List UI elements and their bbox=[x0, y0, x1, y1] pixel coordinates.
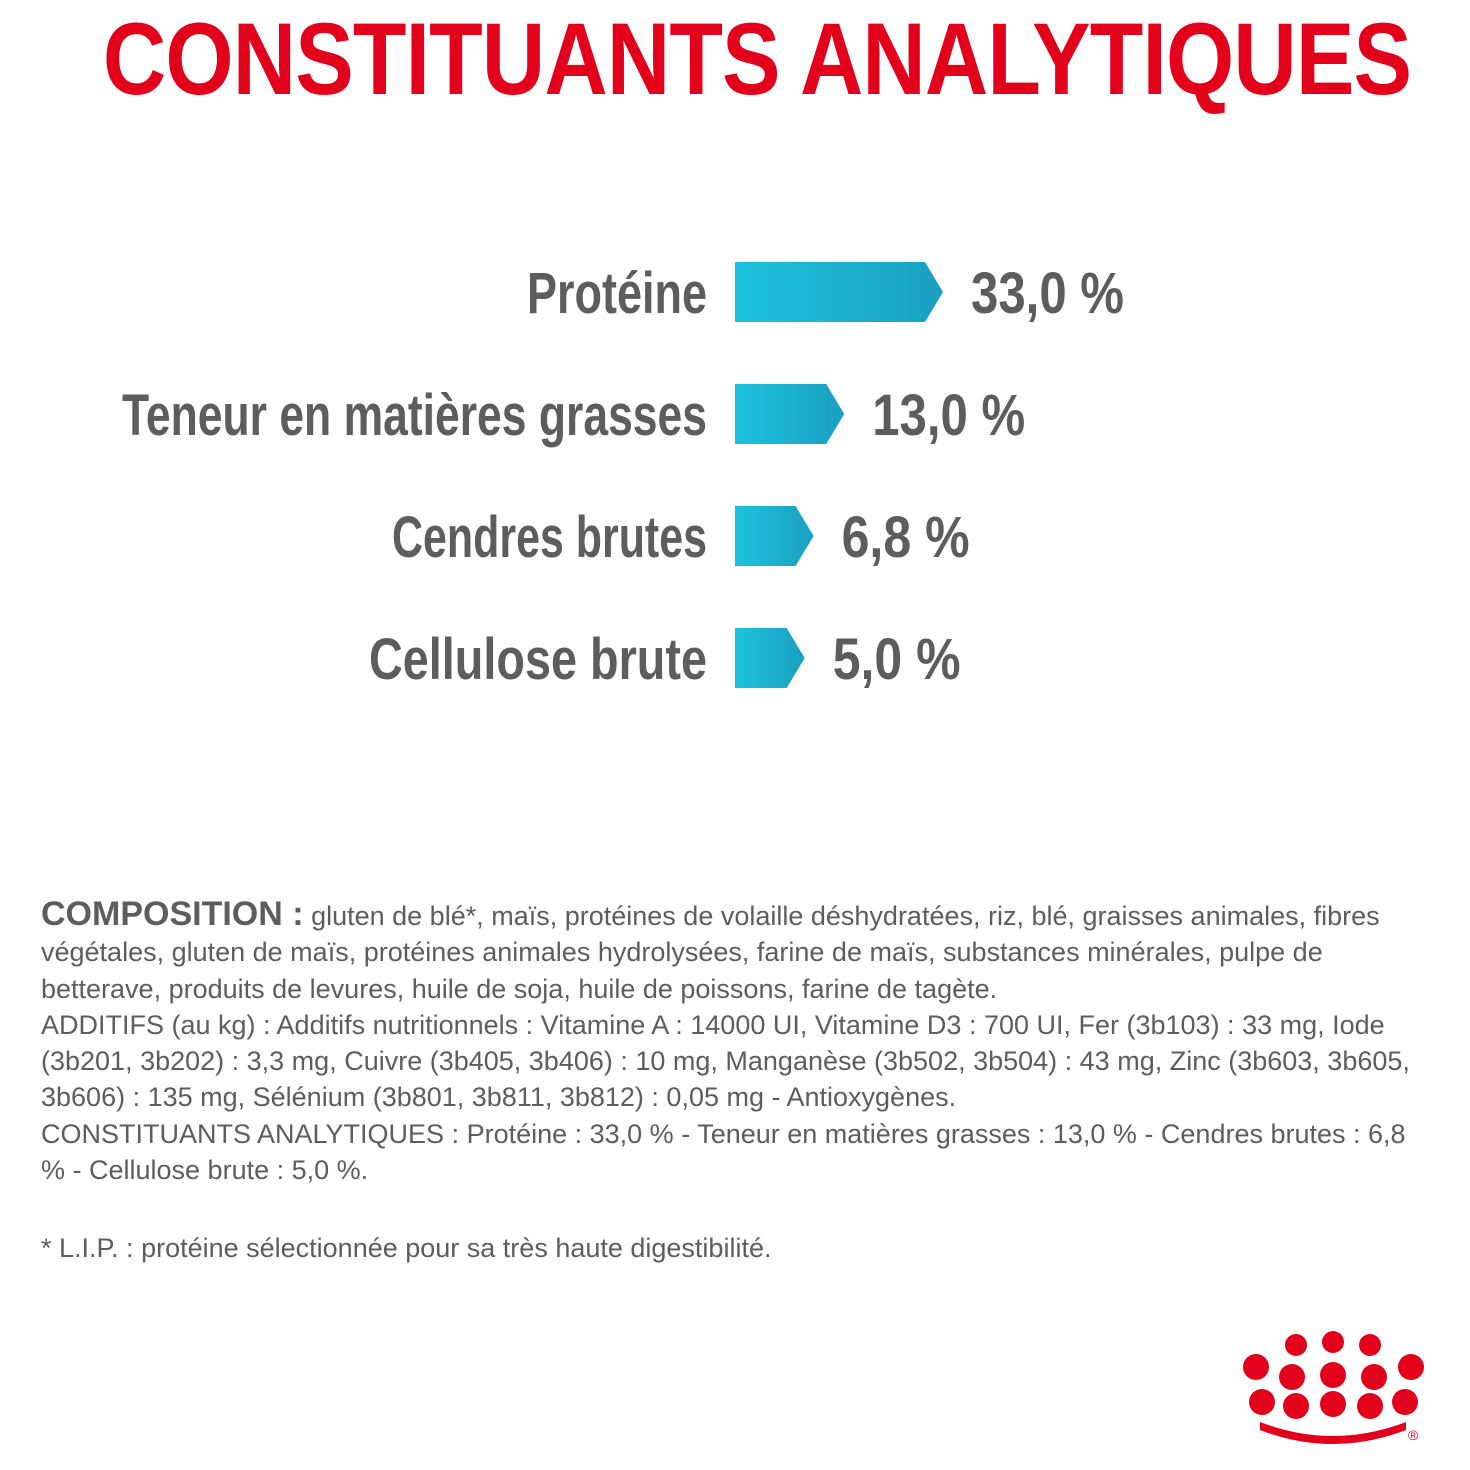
bar bbox=[735, 506, 814, 566]
bar-label: Cendres brutes bbox=[392, 505, 707, 570]
page-title: CONSTITUANTS ANALYTIQUES bbox=[102, 2, 1412, 116]
bar bbox=[735, 384, 844, 444]
bar-value-label: 13,0 % bbox=[872, 383, 1026, 448]
bar-label: Cellulose brute bbox=[369, 627, 707, 692]
footnote: * L.I.P. : protéine sélectionnée pour sa très haute digestibilité. bbox=[41, 1233, 772, 1263]
composition-additives: ADDITIFS (au kg) : Additifs nutritionnels : Vitamine A : 14000 UI, Vitamine D3 : 700 UI, Fer (3b103) : 33 mg, Iode (3b201, 3b202) : 3,3 mg, Cuivre (3b405, 3b406) : 10 mg, Manganèse (3b502, 3b504) : 43 mg, Zinc (3b603, 3b605, 3b606) : 135 mg, Sélénium (3b801, 3b811, 3b812) : 0,05 mg - Antioxygènes. bbox=[41, 1009, 1410, 1113]
registered-mark: ® bbox=[1408, 1427, 1419, 1443]
bar-label: Protéine bbox=[527, 261, 707, 326]
bar bbox=[735, 262, 943, 322]
bar-value-label: 6,8 % bbox=[841, 505, 970, 570]
bar-value-label: 33,0 % bbox=[971, 261, 1124, 326]
bar-value-label: 5,0 % bbox=[832, 627, 961, 692]
composition-ingredients: gluten de blé*, maïs, protéines de volaille déshydratées, riz, blé, graisses animales, fibres végétales, gluten de maïs, protéines animales hydrolysées, farine de maïs, substances minérales, pulpe de betterave, produits de levures, huile de soja, huile de poissons, farine de tagète. bbox=[41, 901, 1380, 1004]
bar-label: Teneur en matières grasses bbox=[122, 383, 707, 448]
royal-canin-crown-icon bbox=[1230, 1330, 1445, 1445]
composition-analytical: CONSTITUANTS ANALYTIQUES : Protéine : 33,0 % - Teneur en matières grasses : 13,0 % - Cendres brutes : 6,8 % - Cellulose brute : 5,0 %. bbox=[41, 1118, 1406, 1186]
composition-block bbox=[41, 896, 1431, 1188]
composition-heading: COMPOSITION : bbox=[41, 895, 304, 933]
bar bbox=[735, 628, 805, 688]
